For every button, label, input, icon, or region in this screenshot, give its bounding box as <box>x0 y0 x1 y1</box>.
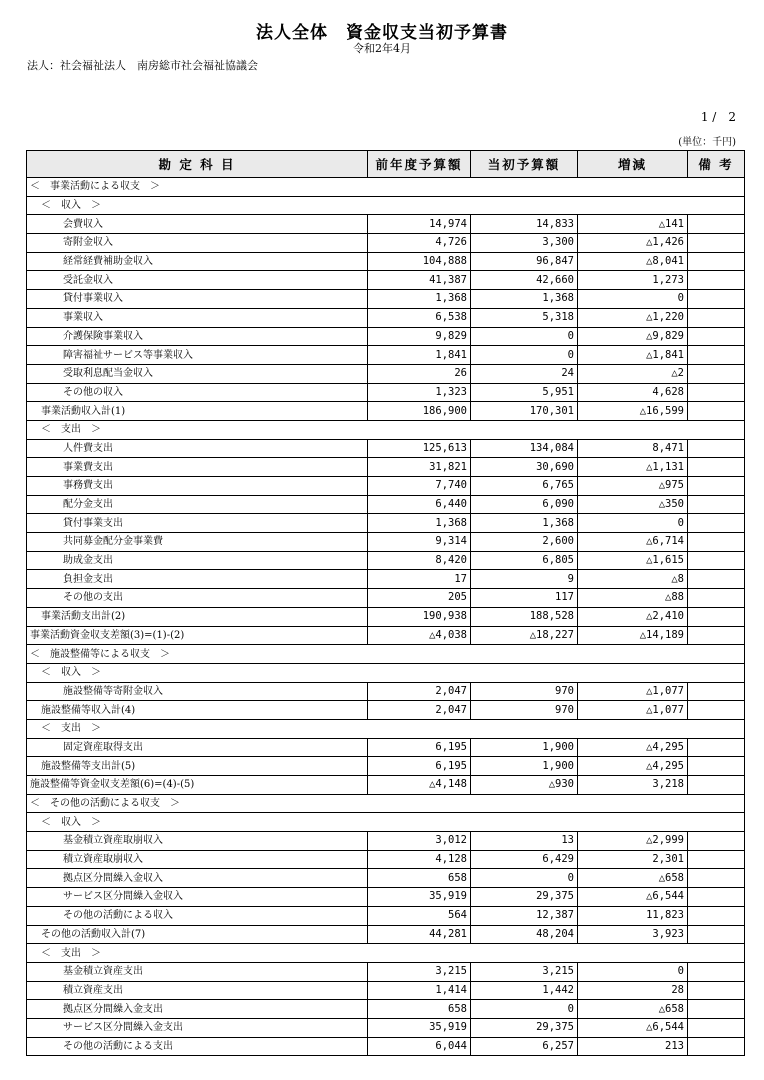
document-period: 令和2年4月 <box>353 42 411 55</box>
prev-budget-value: 186,900 <box>368 402 471 421</box>
account-label: 貸付事業収入 <box>27 290 368 309</box>
account-label: ＜ 収入 ＞ <box>27 663 745 682</box>
curr-budget-value: 3,300 <box>471 234 578 253</box>
diff-value: △1,426 <box>578 234 688 253</box>
account-label: 介護保険事業収入 <box>27 327 368 346</box>
account-label: 事業活動支出計(2) <box>27 607 368 626</box>
curr-budget-value: 29,375 <box>471 1018 578 1037</box>
remarks-cell <box>688 290 745 309</box>
diff-value: △6,544 <box>578 888 688 907</box>
remarks-cell <box>688 252 745 271</box>
account-label: ＜ 支出 ＞ <box>27 944 745 963</box>
prev-budget-value: 1,841 <box>368 346 471 365</box>
section-row <box>27 944 745 963</box>
header-account: 勘 定 科 目 <box>27 151 368 178</box>
curr-budget-value: 12,387 <box>471 906 578 925</box>
account-label: 配分金支出 <box>27 495 368 514</box>
section-row <box>27 794 745 813</box>
prev-budget-value: 31,821 <box>368 458 471 477</box>
account-label: 人件費支出 <box>27 439 368 458</box>
prev-budget-value: 1,323 <box>368 383 471 402</box>
table-row <box>27 850 745 869</box>
remarks-cell <box>688 383 745 402</box>
curr-budget-value: 6,090 <box>471 495 578 514</box>
curr-budget-value: 9 <box>471 570 578 589</box>
diff-value: 213 <box>578 1037 688 1056</box>
curr-budget-value: 970 <box>471 682 578 701</box>
curr-budget-value: 96,847 <box>471 252 578 271</box>
remarks-cell <box>688 906 745 925</box>
table-row <box>27 458 745 477</box>
remarks-cell <box>688 757 745 776</box>
remarks-cell <box>688 271 745 290</box>
account-label: 基金積立資産取崩収入 <box>27 832 368 851</box>
curr-budget-value: 970 <box>471 701 578 720</box>
curr-budget-value: 6,805 <box>471 551 578 570</box>
table-row <box>27 607 745 626</box>
diff-value: △658 <box>578 1000 688 1019</box>
remarks-cell <box>688 832 745 851</box>
remarks-cell <box>688 738 745 757</box>
prev-budget-value: 14,974 <box>368 215 471 234</box>
prev-budget-value: 1,414 <box>368 981 471 1000</box>
table-row <box>27 495 745 514</box>
account-label: 固定資産取得支出 <box>27 738 368 757</box>
prev-budget-value: 9,829 <box>368 327 471 346</box>
remarks-cell <box>688 626 745 645</box>
table-row <box>27 215 745 234</box>
remarks-cell <box>688 981 745 1000</box>
table-row <box>27 234 745 253</box>
curr-budget-value: 188,528 <box>471 607 578 626</box>
prev-budget-value: 205 <box>368 589 471 608</box>
prev-budget-value: 1,368 <box>368 290 471 309</box>
curr-budget-value: 6,429 <box>471 850 578 869</box>
diff-value: △6,714 <box>578 533 688 552</box>
table-row <box>27 962 745 981</box>
table-row <box>27 701 745 720</box>
table-row <box>27 981 745 1000</box>
page-number: 1 / 2 <box>700 110 736 124</box>
curr-budget-value: 0 <box>471 346 578 365</box>
diff-value: △1,220 <box>578 308 688 327</box>
prev-budget-value: 26 <box>368 364 471 383</box>
header-remarks: 備 考 <box>688 151 745 178</box>
section-row <box>27 645 745 664</box>
curr-budget-value: △18,227 <box>471 626 578 645</box>
remarks-cell <box>688 589 745 608</box>
remarks-cell <box>688 551 745 570</box>
diff-value: 4,628 <box>578 383 688 402</box>
curr-budget-value: 1,368 <box>471 514 578 533</box>
curr-budget-value: 0 <box>471 327 578 346</box>
diff-value: 3,218 <box>578 776 688 795</box>
account-label: 障害福祉サービス等事業収入 <box>27 346 368 365</box>
prev-budget-value: 1,368 <box>368 514 471 533</box>
prev-budget-value: 658 <box>368 1000 471 1019</box>
header-diff: 増減 <box>578 151 688 178</box>
table-row <box>27 888 745 907</box>
curr-budget-value: 1,900 <box>471 738 578 757</box>
curr-budget-value: 6,765 <box>471 477 578 496</box>
account-label: 施設整備等収入計(4) <box>27 701 368 720</box>
table-row <box>27 570 745 589</box>
table-row <box>27 514 745 533</box>
table-row <box>27 551 745 570</box>
account-label: 事業活動資金収支差額(3)=(1)-(2) <box>27 626 368 645</box>
table-row <box>27 832 745 851</box>
account-label: 負担金支出 <box>27 570 368 589</box>
corporation-name: 法人：社会福祉法人 南房総市社会福祉協議会 <box>27 59 258 72</box>
table-row <box>27 776 745 795</box>
curr-budget-value: 29,375 <box>471 888 578 907</box>
section-row <box>27 420 745 439</box>
diff-value: 0 <box>578 514 688 533</box>
table-row <box>27 477 745 496</box>
account-label: 貸付事業支出 <box>27 514 368 533</box>
remarks-cell <box>688 402 745 421</box>
account-label: 施設整備等寄附金収入 <box>27 682 368 701</box>
table-row <box>27 925 745 944</box>
section-row <box>27 719 745 738</box>
prev-budget-value: 9,314 <box>368 533 471 552</box>
curr-budget-value: 3,215 <box>471 962 578 981</box>
account-label: その他の支出 <box>27 589 368 608</box>
account-label: ＜ 収入 ＞ <box>27 196 745 215</box>
prev-budget-value: 564 <box>368 906 471 925</box>
remarks-cell <box>688 364 745 383</box>
account-label: サービス区分間繰入金支出 <box>27 1018 368 1037</box>
remarks-cell <box>688 888 745 907</box>
prev-budget-value: 2,047 <box>368 701 471 720</box>
remarks-cell <box>688 439 745 458</box>
prev-budget-value: 104,888 <box>368 252 471 271</box>
diff-value: 1,273 <box>578 271 688 290</box>
section-row <box>27 813 745 832</box>
budget-table <box>26 150 745 1056</box>
remarks-cell <box>688 1037 745 1056</box>
table-row <box>27 383 745 402</box>
table-row <box>27 364 745 383</box>
account-label: 寄附金収入 <box>27 234 368 253</box>
curr-budget-value: 24 <box>471 364 578 383</box>
document-title: 法人全体 資金収支当初予算書 <box>256 23 508 43</box>
prev-budget-value: 35,919 <box>368 1018 471 1037</box>
account-label: 共同募金配分金事業費 <box>27 533 368 552</box>
diff-value: △1,841 <box>578 346 688 365</box>
account-label: ＜ 支出 ＞ <box>27 420 745 439</box>
account-label: 事業活動収入計(1) <box>27 402 368 421</box>
remarks-cell <box>688 308 745 327</box>
remarks-cell <box>688 776 745 795</box>
account-label: ＜ 支出 ＞ <box>27 719 745 738</box>
curr-budget-value: 1,368 <box>471 290 578 309</box>
prev-budget-value: 8,420 <box>368 551 471 570</box>
account-label: ＜ 収入 ＞ <box>27 813 745 832</box>
remarks-cell <box>688 458 745 477</box>
curr-budget-value: △930 <box>471 776 578 795</box>
diff-value: △8 <box>578 570 688 589</box>
diff-value: △1,615 <box>578 551 688 570</box>
diff-value: △16,599 <box>578 402 688 421</box>
account-label: 事業収入 <box>27 308 368 327</box>
remarks-cell <box>688 701 745 720</box>
curr-budget-value: 0 <box>471 1000 578 1019</box>
diff-value: △4,295 <box>578 738 688 757</box>
remarks-cell <box>688 1000 745 1019</box>
curr-budget-value: 1,900 <box>471 757 578 776</box>
section-row <box>27 196 745 215</box>
prev-budget-value: 6,044 <box>368 1037 471 1056</box>
account-label: 施設整備等支出計(5) <box>27 757 368 776</box>
table-row <box>27 906 745 925</box>
table-row <box>27 682 745 701</box>
remarks-cell <box>688 607 745 626</box>
diff-value: 2,301 <box>578 850 688 869</box>
remarks-cell <box>688 533 745 552</box>
diff-value: △6,544 <box>578 1018 688 1037</box>
account-label: 会費収入 <box>27 215 368 234</box>
diff-value: 3,923 <box>578 925 688 944</box>
table-body <box>27 178 745 1056</box>
prev-budget-value: 6,440 <box>368 495 471 514</box>
curr-budget-value: 6,257 <box>471 1037 578 1056</box>
table-row <box>27 402 745 421</box>
account-label: 受取利息配当金収入 <box>27 364 368 383</box>
table-row <box>27 1018 745 1037</box>
account-label: 経常経費補助金収入 <box>27 252 368 271</box>
prev-budget-value: 4,726 <box>368 234 471 253</box>
curr-budget-value: 0 <box>471 869 578 888</box>
account-label: その他の活動による支出 <box>27 1037 368 1056</box>
curr-budget-value: 134,084 <box>471 439 578 458</box>
diff-value: △141 <box>578 215 688 234</box>
table-row <box>27 738 745 757</box>
diff-value: 0 <box>578 290 688 309</box>
table-row <box>27 308 745 327</box>
remarks-cell <box>688 570 745 589</box>
remarks-cell <box>688 682 745 701</box>
diff-value: △14,189 <box>578 626 688 645</box>
table-row <box>27 290 745 309</box>
remarks-cell <box>688 234 745 253</box>
curr-budget-value: 1,442 <box>471 981 578 1000</box>
prev-budget-value: 2,047 <box>368 682 471 701</box>
remarks-cell <box>688 477 745 496</box>
account-label: サービス区分間繰入金収入 <box>27 888 368 907</box>
diff-value: △1,077 <box>578 682 688 701</box>
curr-budget-value: 48,204 <box>471 925 578 944</box>
prev-budget-value: 7,740 <box>368 477 471 496</box>
prev-budget-value: 6,538 <box>368 308 471 327</box>
table-row <box>27 757 745 776</box>
account-label: ＜ 事業活動による収支 ＞ <box>27 178 745 197</box>
section-row <box>27 663 745 682</box>
remarks-cell <box>688 215 745 234</box>
curr-budget-value: 13 <box>471 832 578 851</box>
section-row <box>27 178 745 197</box>
diff-value: 11,823 <box>578 906 688 925</box>
prev-budget-value: 3,215 <box>368 962 471 981</box>
diff-value: 28 <box>578 981 688 1000</box>
prev-budget-value: 41,387 <box>368 271 471 290</box>
account-label: その他の活動収入計(7) <box>27 925 368 944</box>
remarks-cell <box>688 925 745 944</box>
header-prev-budget: 前年度予算額 <box>368 151 471 178</box>
unit-label: (単位：千円) <box>678 137 736 148</box>
prev-budget-value: △4,148 <box>368 776 471 795</box>
remarks-cell <box>688 1018 745 1037</box>
prev-budget-value: 3,012 <box>368 832 471 851</box>
diff-value: △2,410 <box>578 607 688 626</box>
diff-value: △9,829 <box>578 327 688 346</box>
diff-value: △350 <box>578 495 688 514</box>
remarks-cell <box>688 869 745 888</box>
prev-budget-value: 6,195 <box>368 738 471 757</box>
account-label: 拠点区分間繰入金収入 <box>27 869 368 888</box>
account-label: その他の収入 <box>27 383 368 402</box>
account-label: 助成金支出 <box>27 551 368 570</box>
diff-value: △1,131 <box>578 458 688 477</box>
curr-budget-value: 42,660 <box>471 271 578 290</box>
diff-value: △975 <box>578 477 688 496</box>
curr-budget-value: 5,951 <box>471 383 578 402</box>
remarks-cell <box>688 514 745 533</box>
account-label: 拠点区分間繰入金支出 <box>27 1000 368 1019</box>
curr-budget-value: 5,318 <box>471 308 578 327</box>
table-row <box>27 869 745 888</box>
table-row <box>27 271 745 290</box>
diff-value: 0 <box>578 962 688 981</box>
diff-value: △8,041 <box>578 252 688 271</box>
account-label: 受託金収入 <box>27 271 368 290</box>
table-row <box>27 626 745 645</box>
account-label: 基金積立資産支出 <box>27 962 368 981</box>
diff-value: △88 <box>578 589 688 608</box>
remarks-cell <box>688 327 745 346</box>
table-row <box>27 439 745 458</box>
curr-budget-value: 30,690 <box>471 458 578 477</box>
diff-value: △2 <box>578 364 688 383</box>
prev-budget-value: 35,919 <box>368 888 471 907</box>
curr-budget-value: 170,301 <box>471 402 578 421</box>
prev-budget-value: 6,195 <box>368 757 471 776</box>
remarks-cell <box>688 962 745 981</box>
prev-budget-value: 44,281 <box>368 925 471 944</box>
account-label: 事務費支出 <box>27 477 368 496</box>
table-row <box>27 1000 745 1019</box>
prev-budget-value: 190,938 <box>368 607 471 626</box>
diff-value: △4,295 <box>578 757 688 776</box>
account-label: 積立資産支出 <box>27 981 368 1000</box>
diff-value: 8,471 <box>578 439 688 458</box>
table-row <box>27 533 745 552</box>
account-label: ＜ 施設整備等による収支 ＞ <box>27 645 745 664</box>
curr-budget-value: 117 <box>471 589 578 608</box>
account-label: 積立資産取崩収入 <box>27 850 368 869</box>
diff-value: △658 <box>578 869 688 888</box>
table-row <box>27 327 745 346</box>
prev-budget-value: 125,613 <box>368 439 471 458</box>
remarks-cell <box>688 495 745 514</box>
table-row <box>27 346 745 365</box>
remarks-cell <box>688 850 745 869</box>
curr-budget-value: 2,600 <box>471 533 578 552</box>
remarks-cell <box>688 346 745 365</box>
header-curr-budget: 当初予算額 <box>471 151 578 178</box>
prev-budget-value: △4,038 <box>368 626 471 645</box>
prev-budget-value: 658 <box>368 869 471 888</box>
table-row <box>27 589 745 608</box>
table-row <box>27 1037 745 1056</box>
curr-budget-value: 14,833 <box>471 215 578 234</box>
prev-budget-value: 4,128 <box>368 850 471 869</box>
diff-value: △2,999 <box>578 832 688 851</box>
table-row <box>27 252 745 271</box>
account-label: 施設整備等資金収支差額(6)=(4)-(5) <box>27 776 368 795</box>
table-header-row <box>27 151 745 178</box>
diff-value: △1,077 <box>578 701 688 720</box>
account-label: 事業費支出 <box>27 458 368 477</box>
account-label: ＜ その他の活動による収支 ＞ <box>27 794 745 813</box>
account-label: その他の活動による収入 <box>27 906 368 925</box>
prev-budget-value: 17 <box>368 570 471 589</box>
